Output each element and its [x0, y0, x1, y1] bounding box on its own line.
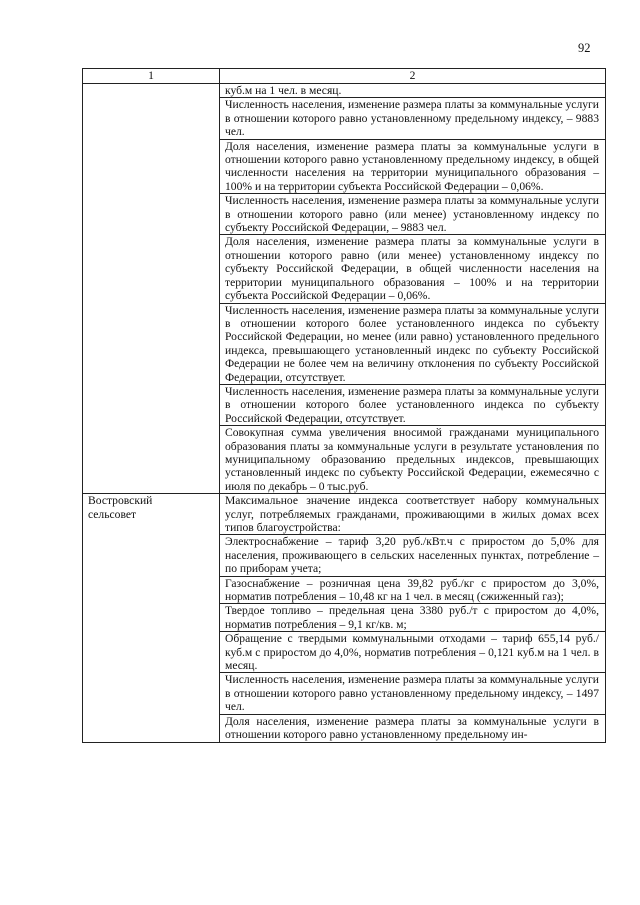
paragraph: Максимальное значение индекса соответствует набору коммунальных услуг, потребляемых гражданами, проживающими в жилых домах всех типов благоустройства: [220, 494, 605, 535]
table-header-row [83, 69, 606, 84]
paragraph: Электроснабжение – тариф 3,20 руб./кВт.ч с приростом до 5,0% для населения, проживающего в сельских населенных пунктах, потребление – по приборам учета; [220, 535, 605, 576]
page-number: 92 [578, 41, 591, 55]
paragraph: Численность населения, изменение размера платы за коммунальные услуги в отношении которого равно установленному предельному индексу, – 9883 чел. [220, 98, 605, 139]
paragraph: Обращение с твердыми коммунальными отходами – тариф 655,14 руб./куб.м с приростом до 4,0%, норматив потребления – 0,121 куб.м на 1 чел. в месяц. [220, 632, 605, 673]
paragraph: Численность населения, изменение размера платы за коммунальные услуги в отношении которого равно установленному предельному индексу, – 1497 чел. [220, 673, 605, 714]
paragraph: Численность населения, изменение размера платы за коммунальные услуги в отношении которого равно (или менее) установленному индексу по субъекту Российской Федерации, – 9883 чел. [220, 194, 605, 235]
paragraph: Доля населения, изменение размера платы за коммунальные услуги в отношении которого равно установленному предельному ин- [225, 714, 599, 742]
column-header-2: 2 [220, 69, 606, 84]
paragraph: куб.м на 1 чел. в месяц. [220, 84, 605, 98]
paragraph: Газоснабжение – розничная цена 39,82 руб./кг с приростом до 3,0%, норматив потребления – 10,48 кг на 1 чел. в месяц (сжиженный газ); [220, 577, 605, 605]
paragraph: Доля населения, изменение размера платы за коммунальные услуги в отношении которого равно (или менее) установленному индексу по субъекту Российской Федерации, в общей численности населения на территории муниципального образования – 100% и на территории субъекта Российской Федерации – 0,06%. [220, 235, 605, 303]
paragraph: Численность населения, изменение размера платы за коммунальные услуги в отношении которого более установленного индекса по субъекту Российской Федерации, но менее (или равно) установленного предельного индекса, превышающего установленный индекс по субъекту Российской Федерации не более чем на величину отклонения по субъекту Российской Федерации, отсутствует. [220, 304, 605, 385]
table-row [83, 84, 606, 494]
paragraph: Численность населения, изменение размера платы за коммунальные услуги в отношении которого более установленного индекса по субъекту Российской Федерации, отсутствует. [220, 385, 605, 426]
document-table [82, 68, 606, 743]
paragraph: Твердое топливо – предельная цена 3380 руб./т с приростом до 4,0%, норматив потребления – 9,1 кг/кв. м; [220, 604, 605, 632]
municipality-cell [83, 494, 220, 742]
paragraph: Доля населения, изменение размера платы за коммунальные услуги в отношении которого равно установленному предельному индексу, в общей численности населения на территории муниципального образования – 100% и на территории субъекта Российской Федерации – 0,06%. [220, 140, 605, 195]
column-header-1: 1 [83, 69, 220, 84]
municipality-name-line: сельсовет [88, 507, 137, 521]
description-cell [220, 84, 606, 494]
table-row [83, 494, 606, 742]
municipality-name-line: Востровский [88, 494, 153, 508]
paragraph: Совокупная сумма увеличения вносимой гражданами муниципального образования платы за коммунальные услуги в результате установления по муниципальному образованию предельных индексов, превышающих установленный индекс по субъекту Российской Федерации, ежемесячно с июля по декабрь – 0 тыс.руб. [225, 426, 599, 493]
municipality-cell [83, 84, 220, 494]
description-cell [220, 494, 606, 742]
